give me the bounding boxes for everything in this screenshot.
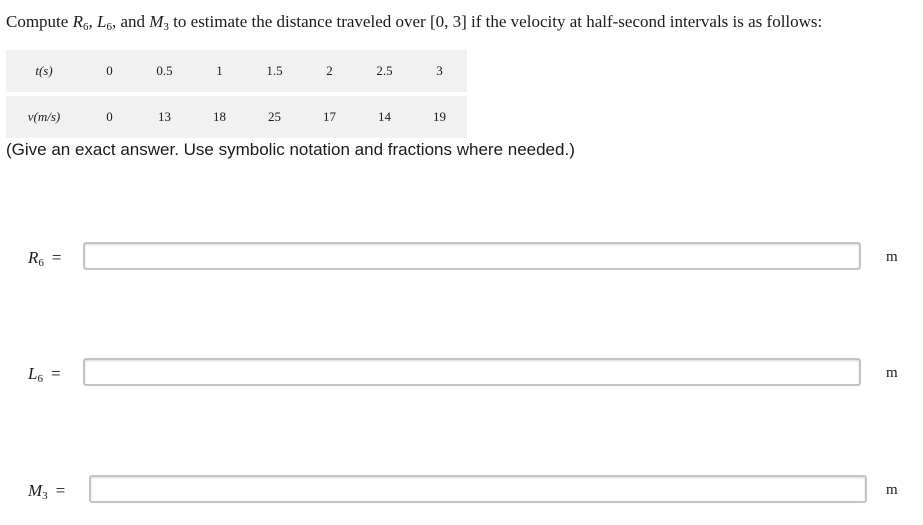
velocity-cell: 18	[192, 94, 247, 138]
answer-label-r6	[28, 248, 61, 269]
instruction-note: (Give an exact answer. Use symbolic notation and fractions where needed.)	[6, 140, 575, 159]
answer-label-m3	[28, 481, 65, 502]
m3-symbol: M	[149, 12, 164, 31]
answer-row-m3	[0, 475, 923, 511]
time-cell: 2	[302, 50, 357, 94]
l6-subscript: 6	[106, 21, 112, 33]
l6-answer-input[interactable]	[83, 358, 861, 386]
answer-symbol: L	[28, 364, 38, 383]
answer-symbol: R	[28, 248, 39, 267]
m3-subscript: 3	[163, 21, 169, 33]
unit-label: m	[886, 365, 898, 381]
l6-symbol: L	[96, 12, 107, 31]
velocity-cell: 0	[82, 94, 137, 138]
answer-label-l6	[28, 364, 61, 385]
velocity-row	[6, 94, 467, 138]
time-header: t(s)	[6, 50, 82, 94]
time-cell: 1	[192, 50, 247, 94]
time-cell: 1.5	[247, 50, 302, 94]
answer-row-r6	[0, 242, 923, 278]
m3-answer-input[interactable]	[89, 475, 867, 503]
answer-symbol: M	[28, 481, 43, 500]
answer-subscript: 3	[42, 490, 48, 502]
answer-subscript: 6	[37, 373, 43, 385]
question-prompt	[6, 12, 822, 33]
time-cell: 2.5	[357, 50, 412, 94]
velocity-cell: 14	[357, 94, 412, 138]
prompt-separator: ,	[88, 12, 97, 31]
r6-symbol: R	[72, 12, 83, 31]
r6-answer-input[interactable]	[83, 242, 861, 270]
equals-sign: =	[50, 364, 61, 383]
time-cell: 0	[82, 50, 137, 94]
prompt-text-end: to estimate the distance traveled over [0, 3] if the velocity at half-second intervals is as follows:	[168, 12, 823, 31]
prompt-text-start: Compute	[6, 12, 73, 31]
time-row	[6, 50, 467, 94]
velocity-cell: 17	[302, 94, 357, 138]
time-cell: 3	[412, 50, 467, 94]
equals-sign: =	[51, 248, 62, 267]
equals-sign: =	[55, 481, 66, 500]
time-cell: 0.5	[137, 50, 192, 94]
answer-subscript: 6	[38, 257, 44, 269]
answer-row-l6	[0, 358, 923, 394]
velocity-cell: 25	[247, 94, 302, 138]
velocity-cell: 13	[137, 94, 192, 138]
unit-label: m	[886, 482, 898, 498]
velocity-header: v(m/s)	[6, 94, 82, 138]
r6-subscript: 6	[82, 21, 89, 33]
velocity-cell: 19	[412, 94, 467, 138]
velocity-table	[6, 50, 467, 138]
unit-label: m	[886, 249, 898, 265]
prompt-separator: , and	[111, 12, 150, 31]
